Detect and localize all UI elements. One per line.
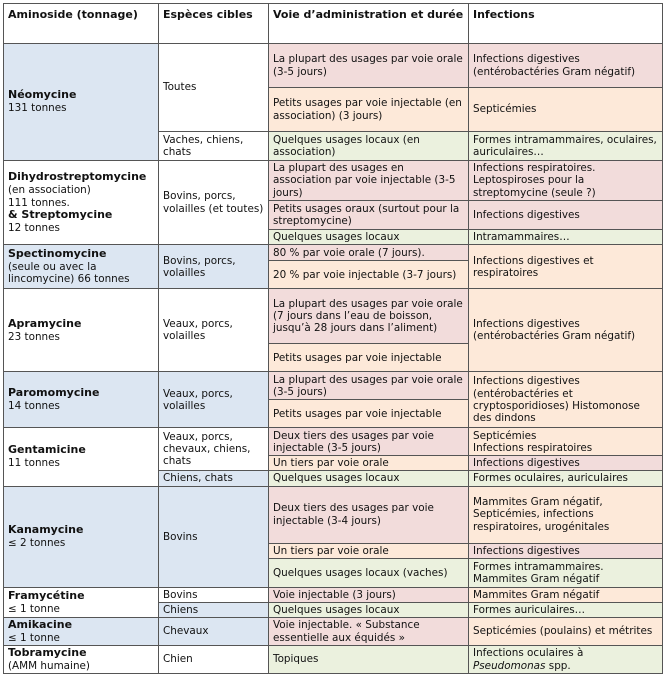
aminoside-tonnage: (AMM humaine) [8,659,90,672]
route-cell: Deux tiers des usages par voie injectable (3-5 jours) [269,428,469,456]
aminoside-tonnage: ≤ 1 tonne [8,631,60,644]
header-voie: Voie d’administration et durée [269,4,469,44]
infection-line: Infections respiratoires [473,441,593,454]
infection-cell: Septicémies (poulains) et métrites [469,618,663,646]
aminoside-name: Apramycine [8,316,82,330]
aminoside-cell [4,587,159,617]
aminoside-tonnage: 14 tonnes [8,400,60,413]
header-especes: Espèces cibles [159,4,269,44]
table-row [4,44,663,88]
aminoside-cell [4,372,159,428]
infection-cell: Infections digestives [469,543,663,558]
aminoside-name: Spectinomycine [8,247,107,261]
aminoside-cell [4,44,159,161]
aminoside-tonnage: 23 tonnes [8,330,60,343]
species-cell: Bovins, porcs, volailles [159,245,269,289]
infection-line: Infections oculaires à [473,647,584,660]
aminoside-tonnage: 111 tonnes. [8,196,70,209]
aminoside-name: Tobramycine [8,646,87,660]
aminoside-name: Gentamicine [8,443,86,457]
route-cell: Un tiers par voie orale [269,456,469,471]
infection-cell: Formes oculaires, auriculaires [469,471,663,486]
route-cell: Quelques usages locaux [269,471,469,486]
route-cell: Petits usages par voie injectable [269,344,469,372]
route-cell: Petits usages oraux (surtout pour la streptomycine) [269,201,469,230]
route-cell: La plupart des usages par voie orale (7 jours dans l’eau de boisson, jusqu’à 28 jours dans l’aliment) [269,289,469,344]
species-cell: Veaux, porcs, volailles [159,372,269,428]
infection-cell: Infections digestives et respiratoires [469,245,663,289]
infection-cell: Infections digestives (entérobactéries et cryptosporidioses) Histomonose des dindons [469,372,663,428]
pathogen-suffix: spp. [548,659,571,672]
route-cell: Deux tiers des usages par voie injectable (3-4 jours) [269,486,469,543]
table-row [4,161,663,201]
aminoside-name: Néomycine [8,88,77,102]
species-cell: Bovins, porcs, volailles (et toutes) [159,161,269,245]
species-cell: Chiens, chats [159,471,269,486]
species-cell: Bovins [159,486,269,587]
infection-line [473,660,658,672]
header-row [4,4,663,44]
route-cell: Petits usages par voie injectable [269,400,469,428]
aminoside-table [3,3,663,674]
infection-cell: Infections respiratoires. Leptospiroses pour la streptomycine (seule ?) [469,161,663,201]
infection-cell: Formes auriculaires… [469,602,663,617]
species-cell: Bovins [159,587,269,602]
table-row [4,486,663,543]
infection-cell: Infections digestives [469,201,663,230]
aminoside-tonnage: 12 tonnes [8,221,60,234]
aminoside-cell [4,486,159,587]
species-cell: Chien [159,646,269,674]
infection-cell: Infections digestives [469,456,663,471]
route-cell: La plupart des usages par voie orale (3-5 jours) [269,44,469,88]
route-cell: Petits usages par voie injectable (en association) (3 jours) [269,88,469,132]
infection-cell [469,428,663,456]
table-row [4,372,663,400]
aminoside-name: Kanamycine [8,523,84,537]
infection-cell: Infections digestives (entérobactéries Gram négatif) [469,44,663,88]
species-cell: Chiens [159,602,269,617]
species-cell: Veaux, porcs, chevaux, chiens, chats [159,428,269,471]
aminoside-tonnage: 131 tonnes [8,102,67,115]
table-row [4,428,663,456]
aminoside-name: Paromomycine [8,386,100,400]
route-cell: 20 % par voie injectable (3-7 jours) [269,261,469,289]
table-row [4,289,663,344]
infection-cell: Formes intramammaires. Mammites Gram négatif [469,558,663,587]
infection-cell: Mammites Gram négatif, Septicémies, infections respiratoires, urogénitales [469,486,663,543]
route-cell: Quelques usages locaux (en association) [269,132,469,161]
route-cell: 80 % par voie orale (7 jours). [269,245,469,261]
table-row [4,646,663,674]
aminoside-name: & Streptomycine [8,207,113,221]
infection-cell: Formes intramammaires, oculaires, auriculaires… [469,132,663,161]
aminoside-details: (seule ou avec la lincomycine) 66 tonnes [8,260,130,286]
infection-cell: Infections digestives (entérobactéries Gram négatif) [469,289,663,372]
route-cell: Voie injectable. « Substance essentielle aux équidés » [269,618,469,646]
aminoside-tonnage: ≤ 2 tonnes [8,536,66,549]
species-cell: Toutes [159,44,269,132]
route-cell: Quelques usages locaux [269,230,469,245]
species-cell: Vaches, chiens, chats [159,132,269,161]
infection-line: Septicémies [473,429,537,442]
infection-cell: Septicémies [469,88,663,132]
aminoside-cell [4,646,159,674]
route-cell: La plupart des usages en association par voie injectable (3-5 jours) [269,161,469,201]
pathogen-name: Pseudomonas [473,659,546,672]
table-row [4,587,663,602]
aminoside-cell [4,428,159,486]
aminoside-name: Amikacine [8,618,73,632]
aminoside-tonnage: ≤ 1 tonne [8,602,60,615]
header-infections: Infections [469,4,663,44]
route-cell: Topiques [269,646,469,674]
aminoside-tonnage: 11 tonnes [8,457,60,470]
species-cell: Chevaux [159,618,269,646]
aminoside-cell [4,289,159,372]
infection-cell: Mammites Gram négatif [469,587,663,602]
route-cell: Quelques usages locaux [269,602,469,617]
table-row [4,618,663,646]
route-cell: Un tiers par voie orale [269,543,469,558]
table-row [4,245,663,261]
species-cell: Veaux, porcs, volailles [159,289,269,372]
route-cell: Quelques usages locaux (vaches) [269,558,469,587]
aminoside-name: Framycétine [8,588,85,602]
header-aminoside: Aminoside (tonnage) [4,4,159,44]
aminoside-cell [4,245,159,289]
infection-cell [469,646,663,674]
aminoside-cell [4,618,159,646]
route-cell: Voie injectable (3 jours) [269,587,469,602]
route-cell: La plupart des usages par voie orale (3-5 jours) [269,372,469,400]
aminoside-cell [4,161,159,245]
aminoside-note: (en association) [8,184,91,197]
infection-cell: Intramammaires… [469,230,663,245]
aminoside-name: Dihydrostreptomycine [8,170,147,184]
